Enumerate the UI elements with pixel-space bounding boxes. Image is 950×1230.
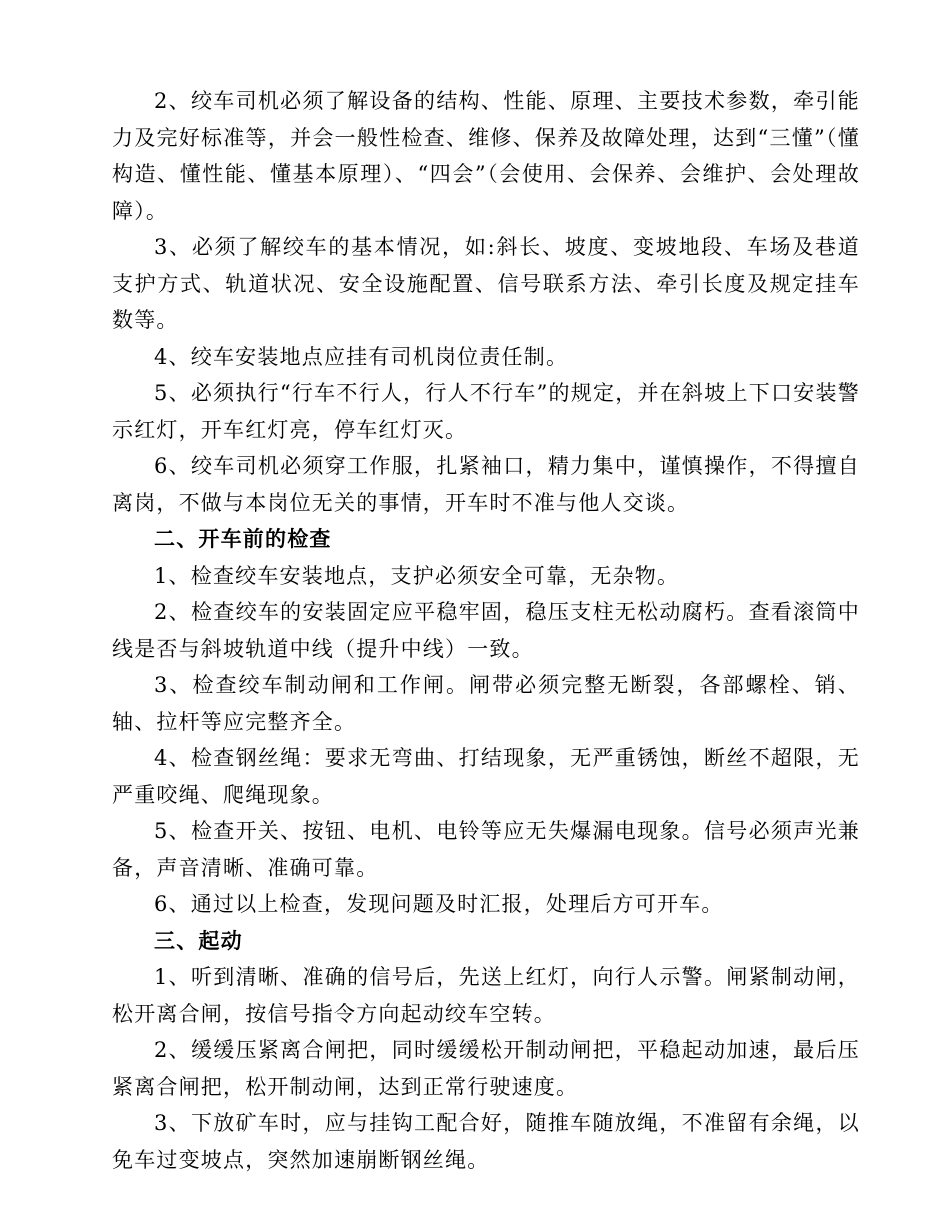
paragraph-s2-3: 3、检查绞车制动闸和工作闸。闸带必须完整无断裂，各部螺栓、销、轴、拉杆等应完整齐全。: [112, 673, 860, 734]
paragraph-s2-1: 1、检查绞车安装地点，支护必须安全可靠，无杂物。: [154, 563, 680, 588]
paragraph-s2-4: 4、检查钢丝绳：要求无弯曲、打结现象，无严重锈蚀，断丝不超限，无严重咬绳、爬绳现象。: [112, 746, 860, 807]
section-heading-pre-start-check: 二、开车前的检查: [154, 527, 332, 551]
paragraph-s3-3: 3、下放矿车时，应与挂钩工配合好，随推车随放绳，不准留有余绳，以免车过变坡点，突然加速崩断钢丝绳。: [112, 1111, 860, 1172]
paragraph-s2-2: 2、检查绞车的安装固定应平稳牢固，稳压支柱无松动腐朽。查看滚筒中线是否与斜坡轨道中线（提升中线）一致。: [112, 600, 860, 661]
paragraph-a3: 4、绞车安装地点应挂有司机岗位责任制。: [154, 344, 569, 369]
paragraph-a1: 2、绞车司机必须了解设备的结构、性能、原理、主要技术参数，牵引能力及完好标准等，并会一般性检查、维修、保养及故障处理，达到“三懂”（懂构造、懂性能、懂基本原理）、“四会”（会使用、会保养、会维护、会处理故障）。: [112, 89, 860, 223]
paragraph-s3-1: 1、听到清晰、准确的信号后，先送上红灯，向行人示警。闸紧制动闸，松开离合闸，按信号指令方向起动绞车空转。: [112, 965, 860, 1026]
paragraph-s3-2: 2、缓缓压紧离合闸把，同时缓缓松开制动闸把，平稳起动加速，最后压紧离合闸把，松开制动闸，达到正常行驶速度。: [112, 1038, 860, 1099]
paragraph-a5: 6、绞车司机必须穿工作服，扎紧袖口，精力集中，谨慎操作，不得擅自离岗，不做与本岗位无关的事情，开车时不准与他人交谈。: [112, 454, 860, 515]
paragraph-s2-5: 5、检查开关、按钮、电机、电铃等应无失爆漏电现象。信号必须声光兼备，声音清晰、准确可靠。: [112, 819, 860, 880]
section-heading-start: 三、起动: [154, 928, 243, 953]
document-page: [112, 83, 860, 1178]
paragraph-a4: 5、必须执行“行车不行人，行人不行车”的规定，并在斜坡上下口安装警示红灯，开车红灯亮，停车红灯灭。: [112, 381, 860, 442]
paragraph-a2: 3、必须了解绞车的基本情况，如:斜长、坡度、变坡地段、车场及巷道支护方式、轨道状况、安全设施配置、信号联系方法、牵引长度及规定挂车数等。: [112, 235, 860, 332]
paragraph-s2-6: 6、通过以上检查，发现问题及时汇报，处理后方可开车。: [154, 892, 724, 916]
